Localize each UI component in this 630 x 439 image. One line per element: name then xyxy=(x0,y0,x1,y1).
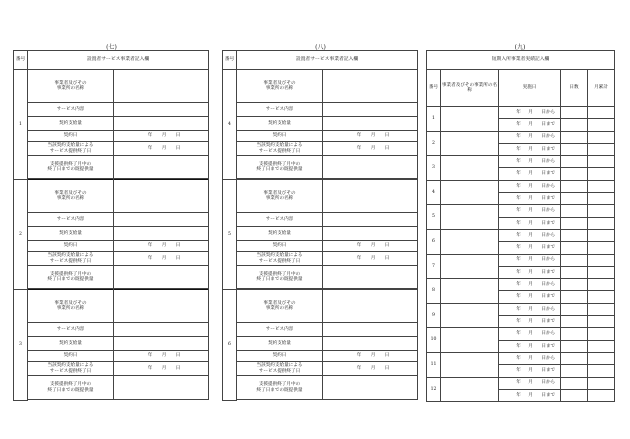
from-day-label: 日から xyxy=(537,107,561,119)
provider-name-field[interactable] xyxy=(441,352,499,377)
usage-label: 支援提供終了月中の 終了日までの既提供量 xyxy=(237,376,323,400)
days-field[interactable] xyxy=(561,156,588,168)
row-number: 3 xyxy=(427,156,441,181)
from-day-label: 日から xyxy=(537,131,561,143)
date-blank[interactable] xyxy=(499,389,513,401)
date-blank[interactable] xyxy=(499,242,513,254)
provider-name-label: 事業者及びその 事業所の名称 xyxy=(237,180,323,213)
days-field[interactable] xyxy=(561,242,588,254)
days-field[interactable] xyxy=(561,303,588,315)
date-month-label: 月 xyxy=(525,107,537,119)
usage-label: 支援提供終了月中の 終了日までの既提供量 xyxy=(28,376,114,400)
days-field[interactable] xyxy=(561,119,588,131)
row-number: 8 xyxy=(427,279,441,304)
date-blank[interactable] xyxy=(499,291,513,303)
date-month-label: 月 xyxy=(525,229,537,241)
usage-field[interactable] xyxy=(114,156,209,179)
section-eight-number: (八) xyxy=(315,44,326,51)
service-end-field[interactable]: 年 月 日 xyxy=(323,252,418,266)
monthly-total-field[interactable] xyxy=(588,180,615,192)
date-year-label: 年 xyxy=(513,229,525,241)
usage-field[interactable] xyxy=(114,266,209,289)
date-year-label: 年 xyxy=(513,242,525,254)
monthly-total-field[interactable] xyxy=(588,131,615,143)
service-content-label: サービス内容 xyxy=(28,323,114,337)
days-field[interactable] xyxy=(561,316,588,328)
days-field[interactable] xyxy=(561,168,588,180)
monthly-total-field[interactable] xyxy=(588,205,615,217)
col-days-header: 日数 xyxy=(561,70,588,107)
date-month-label: 月 xyxy=(525,377,537,389)
to-day-label: 日まで xyxy=(537,340,561,352)
date-year-label: 年 xyxy=(513,180,525,192)
block-number: 1 xyxy=(14,70,28,180)
provider-name-label: 事業者及びその 事業所の名称 xyxy=(28,180,114,213)
service-end-field[interactable]: 年 月 日 xyxy=(323,362,418,376)
monthly-total-field[interactable] xyxy=(588,279,615,291)
to-day-label: 日まで xyxy=(537,217,561,229)
contract-date-label: 契約日 xyxy=(237,131,323,142)
contract-date-field[interactable]: 年 月 日 xyxy=(323,131,418,142)
date-blank[interactable] xyxy=(499,107,513,119)
provider-name-field[interactable] xyxy=(323,70,418,103)
monthly-total-field[interactable] xyxy=(588,229,615,241)
section-eight-table xyxy=(222,50,418,401)
date-month-label: 月 xyxy=(525,168,537,180)
from-day-label: 日から xyxy=(537,156,561,168)
date-year-label: 年 xyxy=(513,266,525,278)
days-field[interactable] xyxy=(561,143,588,155)
date-blank[interactable] xyxy=(499,180,513,192)
date-month-label: 月 xyxy=(525,205,537,217)
provider-name-field[interactable] xyxy=(114,180,209,213)
row-number: 10 xyxy=(427,328,441,353)
block-number: 6 xyxy=(223,290,237,401)
provider-name-field[interactable] xyxy=(441,205,499,230)
date-blank[interactable] xyxy=(499,131,513,143)
to-day-label: 日まで xyxy=(537,143,561,155)
monthly-total-field[interactable] xyxy=(588,156,615,168)
date-year-label: 年 xyxy=(513,217,525,229)
date-year-label: 年 xyxy=(513,303,525,315)
monthly-total-field[interactable] xyxy=(588,266,615,278)
service-content-label: サービス内容 xyxy=(28,103,114,117)
contract-amount-field[interactable] xyxy=(323,117,418,131)
to-day-label: 日まで xyxy=(537,316,561,328)
days-field[interactable] xyxy=(561,389,588,401)
provider-name-field[interactable] xyxy=(441,107,499,132)
row-number: 2 xyxy=(427,131,441,156)
contract-date-field[interactable]: 年 月 日 xyxy=(114,131,209,142)
provider-name-field[interactable] xyxy=(441,377,499,402)
provider-name-label: 事業者及びその 事業所の名称 xyxy=(237,290,323,323)
monthly-total-field[interactable] xyxy=(588,377,615,389)
contract-amount-field[interactable] xyxy=(323,337,418,351)
monthly-total-field[interactable] xyxy=(588,254,615,266)
service-content-field[interactable] xyxy=(114,323,209,337)
days-field[interactable] xyxy=(561,193,588,205)
date-year-label: 年 xyxy=(513,328,525,340)
from-day-label: 日から xyxy=(537,352,561,364)
contract-amount-field[interactable] xyxy=(114,227,209,241)
date-month-label: 月 xyxy=(525,119,537,131)
monthly-total-field[interactable] xyxy=(588,119,615,131)
date-month-label: 月 xyxy=(525,254,537,266)
contract-amount-label: 契約支給量 xyxy=(28,227,114,241)
contract-amount-field[interactable] xyxy=(114,117,209,131)
date-month-label: 月 xyxy=(525,365,537,377)
date-blank[interactable] xyxy=(499,279,513,291)
col-provider-header: 事業者及びその事業所の名称 xyxy=(441,70,499,107)
date-blank[interactable] xyxy=(499,168,513,180)
monthly-total-field[interactable] xyxy=(588,291,615,303)
contract-date-field[interactable]: 年 月 日 xyxy=(114,241,209,252)
date-blank[interactable] xyxy=(499,340,513,352)
date-year-label: 年 xyxy=(513,352,525,364)
date-blank[interactable] xyxy=(499,229,513,241)
to-day-label: 日まで xyxy=(537,119,561,131)
monthly-total-field[interactable] xyxy=(588,193,615,205)
date-year-label: 年 xyxy=(513,131,525,143)
monthly-total-field[interactable] xyxy=(588,143,615,155)
usage-label: 支援提供終了月中の 終了日までの既提供量 xyxy=(237,156,323,179)
date-year-label: 年 xyxy=(513,291,525,303)
contract-date-field[interactable]: 年 月 日 xyxy=(323,351,418,362)
provider-name-field[interactable] xyxy=(323,290,418,323)
service-end-field[interactable]: 年 月 日 xyxy=(114,362,209,376)
service-content-label: サービス内容 xyxy=(237,103,323,117)
service-end-label: 当該契約支給量による サービス提供終了日 xyxy=(237,142,323,156)
days-field[interactable] xyxy=(561,291,588,303)
provider-name-field[interactable] xyxy=(441,180,499,205)
contract-date-field[interactable]: 年 月 日 xyxy=(114,351,209,362)
date-blank[interactable] xyxy=(499,217,513,229)
col-period-header: 実施日 xyxy=(499,70,561,107)
provider-name-field[interactable] xyxy=(441,229,499,254)
contract-amount-label: 契約支給量 xyxy=(237,117,323,131)
col-number-header: 番号 xyxy=(427,70,441,107)
service-end-label: 当該契約支給量による サービス提供終了日 xyxy=(28,252,114,266)
row-number: 1 xyxy=(427,107,441,132)
monthly-total-field[interactable] xyxy=(588,242,615,254)
date-blank[interactable] xyxy=(499,266,513,278)
provider-name-label: 事業者及びその 事業所の名称 xyxy=(28,290,114,323)
date-year-label: 年 xyxy=(513,156,525,168)
date-month-label: 月 xyxy=(525,266,537,278)
date-month-label: 月 xyxy=(525,316,537,328)
block-number: 4 xyxy=(223,70,237,180)
date-year-label: 年 xyxy=(513,340,525,352)
usage-label: 支援提供終了月中の 終了日までの既提供量 xyxy=(28,156,114,179)
date-month-label: 月 xyxy=(525,242,537,254)
provider-name-field[interactable] xyxy=(441,303,499,328)
section-seven-number: (七) xyxy=(106,44,117,51)
contract-amount-label: 契約支給量 xyxy=(237,337,323,351)
days-field[interactable] xyxy=(561,377,588,389)
provider-name-field[interactable] xyxy=(114,290,209,323)
to-day-label: 日まで xyxy=(537,365,561,377)
contract-date-label: 契約日 xyxy=(28,131,114,142)
service-end-field[interactable]: 年 月 日 xyxy=(114,252,209,266)
to-day-label: 日まで xyxy=(537,242,561,254)
date-year-label: 年 xyxy=(513,168,525,180)
contract-amount-label: 契約支給量 xyxy=(237,227,323,241)
row-number: 5 xyxy=(427,205,441,230)
date-month-label: 月 xyxy=(525,352,537,364)
days-field[interactable] xyxy=(561,279,588,291)
col-number-header: 番号 xyxy=(14,51,28,70)
date-year-label: 年 xyxy=(513,143,525,155)
block-number: 5 xyxy=(223,180,237,290)
service-content-label: サービス内容 xyxy=(237,213,323,227)
date-month-label: 月 xyxy=(525,279,537,291)
row-number: 6 xyxy=(427,229,441,254)
date-blank[interactable] xyxy=(499,205,513,217)
service-end-label: 当該契約支給量による サービス提供終了日 xyxy=(237,362,323,376)
from-day-label: 日から xyxy=(537,303,561,315)
col-number-header: 番号 xyxy=(223,51,237,70)
from-day-label: 日から xyxy=(537,279,561,291)
from-day-label: 日から xyxy=(537,328,561,340)
service-content-field[interactable] xyxy=(114,103,209,117)
monthly-total-field[interactable] xyxy=(588,303,615,315)
service-content-label: サービス内容 xyxy=(237,323,323,337)
provider-name-field[interactable] xyxy=(441,254,499,279)
contract-amount-field[interactable] xyxy=(323,227,418,241)
contract-amount-label: 契約支給量 xyxy=(28,337,114,351)
date-month-label: 月 xyxy=(525,303,537,315)
provider-name-field[interactable] xyxy=(323,180,418,213)
days-field[interactable] xyxy=(561,205,588,217)
date-year-label: 年 xyxy=(513,377,525,389)
days-field[interactable] xyxy=(561,328,588,340)
usage-field[interactable] xyxy=(323,266,418,289)
to-day-label: 日まで xyxy=(537,389,561,401)
date-blank[interactable] xyxy=(499,254,513,266)
days-field[interactable] xyxy=(561,365,588,377)
contract-date-label: 契約日 xyxy=(237,241,323,252)
to-day-label: 日まで xyxy=(537,168,561,180)
date-year-label: 年 xyxy=(513,254,525,266)
usage-label: 支援提供終了月中の 終了日までの既提供量 xyxy=(237,266,323,289)
usage-field[interactable] xyxy=(323,156,418,179)
row-number: 11 xyxy=(427,352,441,377)
usage-field[interactable] xyxy=(114,376,209,400)
monthly-total-field[interactable] xyxy=(588,340,615,352)
service-content-field[interactable] xyxy=(323,323,418,337)
date-month-label: 月 xyxy=(525,217,537,229)
service-end-field[interactable]: 年 月 日 xyxy=(114,142,209,156)
monthly-total-field[interactable] xyxy=(588,316,615,328)
service-end-label: 当該契約支給量による サービス提供終了日 xyxy=(237,252,323,266)
contract-amount-label: 契約支給量 xyxy=(28,117,114,131)
date-blank[interactable] xyxy=(499,143,513,155)
date-blank[interactable] xyxy=(499,328,513,340)
monthly-total-field[interactable] xyxy=(588,389,615,401)
from-day-label: 日から xyxy=(537,254,561,266)
block-number: 3 xyxy=(14,290,28,401)
provider-name-field[interactable] xyxy=(441,279,499,304)
days-field[interactable] xyxy=(561,254,588,266)
provider-name-field[interactable] xyxy=(441,156,499,181)
monthly-total-field[interactable] xyxy=(588,328,615,340)
monthly-total-field[interactable] xyxy=(588,352,615,364)
section-nine-table xyxy=(426,50,615,402)
service-content-label: サービス内容 xyxy=(28,213,114,227)
provider-name-field[interactable] xyxy=(441,328,499,353)
date-blank[interactable] xyxy=(499,303,513,315)
contract-date-label: 契約日 xyxy=(237,351,323,362)
date-blank[interactable] xyxy=(499,193,513,205)
from-day-label: 日から xyxy=(537,180,561,192)
days-field[interactable] xyxy=(561,340,588,352)
date-month-label: 月 xyxy=(525,193,537,205)
service-end-label: 当該契約支給量による サービス提供終了日 xyxy=(28,362,114,376)
date-year-label: 年 xyxy=(513,205,525,217)
to-day-label: 日まで xyxy=(537,266,561,278)
usage-field[interactable] xyxy=(323,376,418,400)
date-blank[interactable] xyxy=(499,156,513,168)
date-month-label: 月 xyxy=(525,156,537,168)
provider-name-field[interactable] xyxy=(441,131,499,156)
section-nine-number: (九) xyxy=(514,44,526,51)
to-day-label: 日まで xyxy=(537,193,561,205)
col-total-header: 月累計 xyxy=(588,70,615,107)
days-field[interactable] xyxy=(561,266,588,278)
days-field[interactable] xyxy=(561,107,588,119)
date-year-label: 年 xyxy=(513,193,525,205)
contract-amount-field[interactable] xyxy=(114,337,209,351)
provider-name-label: 事業者及びその 事業所の名称 xyxy=(28,70,114,103)
row-number: 7 xyxy=(427,254,441,279)
row-number: 4 xyxy=(427,180,441,205)
service-end-field[interactable]: 年 月 日 xyxy=(323,142,418,156)
monthly-total-field[interactable] xyxy=(588,107,615,119)
section-seven-table xyxy=(13,50,209,401)
service-content-field[interactable] xyxy=(114,213,209,227)
date-blank[interactable] xyxy=(499,365,513,377)
monthly-total-field[interactable] xyxy=(588,168,615,180)
monthly-total-field[interactable] xyxy=(588,217,615,229)
col-title-header: 設置者サービス事業者記入欄 xyxy=(237,51,418,70)
date-blank[interactable] xyxy=(499,352,513,364)
date-month-label: 月 xyxy=(525,291,537,303)
date-month-label: 月 xyxy=(525,131,537,143)
usage-label: 支援提供終了月中の 終了日までの既提供量 xyxy=(28,266,114,289)
date-year-label: 年 xyxy=(513,279,525,291)
from-day-label: 日から xyxy=(537,377,561,389)
from-day-label: 日から xyxy=(537,229,561,241)
days-field[interactable] xyxy=(561,217,588,229)
section-nine-title: 短期入所事業者実績記入欄 xyxy=(427,51,615,70)
col-title-header: 設置者サービス事業者記入欄 xyxy=(28,51,209,70)
date-month-label: 月 xyxy=(525,143,537,155)
provider-name-label: 事業者及びその 事業所の名称 xyxy=(237,70,323,103)
date-year-label: 年 xyxy=(513,119,525,131)
date-month-label: 月 xyxy=(525,389,537,401)
days-field[interactable] xyxy=(561,229,588,241)
date-year-label: 年 xyxy=(513,365,525,377)
date-month-label: 月 xyxy=(525,340,537,352)
date-year-label: 年 xyxy=(513,389,525,401)
date-blank[interactable] xyxy=(499,119,513,131)
row-number: 9 xyxy=(427,303,441,328)
days-field[interactable] xyxy=(561,352,588,364)
date-month-label: 月 xyxy=(525,180,537,192)
date-year-label: 年 xyxy=(513,316,525,328)
contract-date-label: 契約日 xyxy=(28,241,114,252)
to-day-label: 日まで xyxy=(537,291,561,303)
date-blank[interactable] xyxy=(499,316,513,328)
monthly-total-field[interactable] xyxy=(588,365,615,377)
from-day-label: 日から xyxy=(537,205,561,217)
block-number: 2 xyxy=(14,180,28,290)
service-content-field[interactable] xyxy=(323,213,418,227)
contract-date-label: 契約日 xyxy=(28,351,114,362)
days-field[interactable] xyxy=(561,180,588,192)
service-end-label: 当該契約支給量による サービス提供終了日 xyxy=(28,142,114,156)
date-year-label: 年 xyxy=(513,107,525,119)
contract-date-field[interactable]: 年 月 日 xyxy=(323,241,418,252)
date-blank[interactable] xyxy=(499,377,513,389)
date-month-label: 月 xyxy=(525,328,537,340)
days-field[interactable] xyxy=(561,131,588,143)
provider-name-field[interactable] xyxy=(114,70,209,103)
row-number: 12 xyxy=(427,377,441,402)
service-content-field[interactable] xyxy=(323,103,418,117)
